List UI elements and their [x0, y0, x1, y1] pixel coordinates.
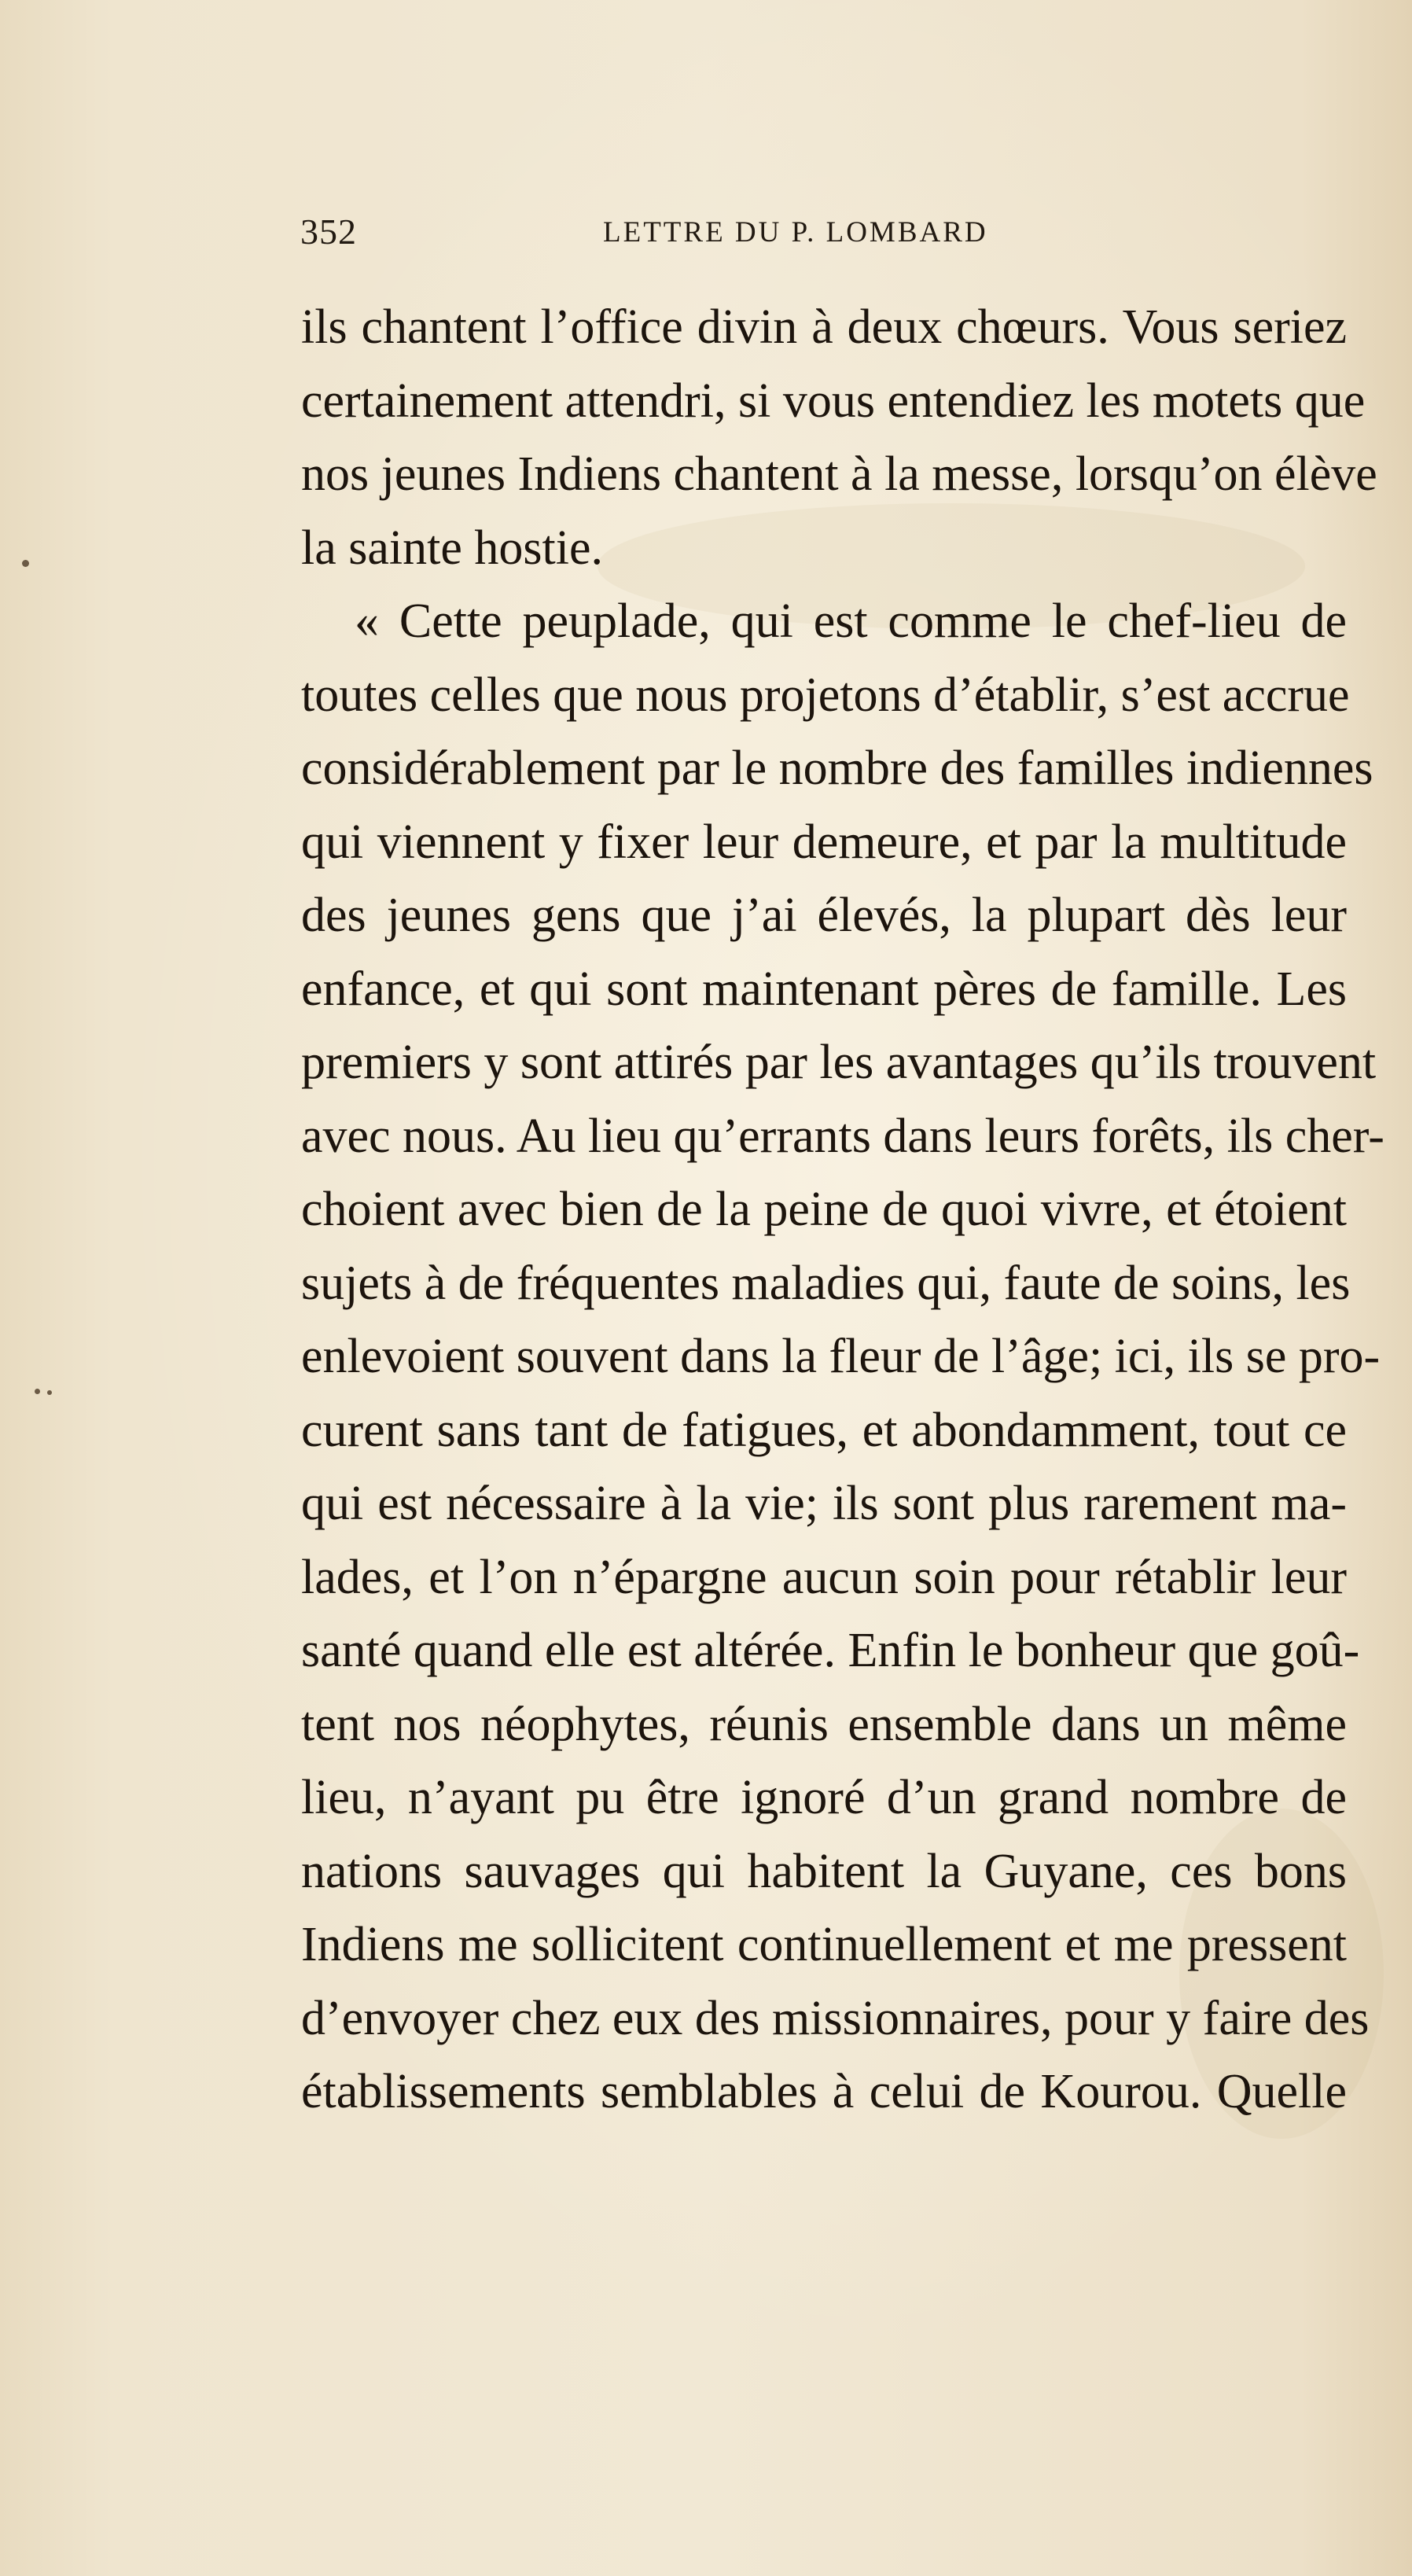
text-line: toutes celles que nous projetons d’établir, s’est accrue: [301, 668, 1350, 722]
text-line: nos jeunes Indiens chantent à la messe, lorsqu’on élève: [301, 447, 1377, 501]
text-line: d’envoyer chez eux des missionnaires, pour y faire des: [301, 1991, 1370, 2045]
text-line: curent sans tant de fatigues, et abondamment, tout ce: [301, 1403, 1347, 1457]
text-line: lades, et l’on n’épargne aucun soin pour rétablir leur: [301, 1550, 1347, 1604]
text-line: enlevoient souvent dans la fleur de l’âge; ici, ils se pro-: [301, 1330, 1381, 1383]
text-line: santé quand elle est altérée. Enfin le bonheur que goû-: [301, 1624, 1360, 1677]
text-line: qui est nécessaire à la vie; ils sont plus rarement ma-: [301, 1477, 1347, 1530]
page-number: 352: [300, 212, 357, 252]
text-line: choient avec bien de la peine de quoi vivre, et étoient: [301, 1183, 1347, 1236]
text-line: nations sauvages qui habitent la Guyane, ces bons: [301, 1844, 1347, 1898]
paper-speck: [35, 1389, 40, 1394]
text-line: certainement attendri, si vous entendiez les motets que: [301, 374, 1366, 428]
running-title: LETTRE DU P. LOMBARD: [603, 216, 988, 248]
text-line: établissements semblables à celui de Kourou. Quelle: [301, 2065, 1347, 2118]
text-line: qui viennent y fixer leur demeure, et par la multitude: [301, 815, 1347, 869]
text-line: « Cette peuplade, qui est comme le chef-lieu de: [355, 594, 1347, 648]
text-line: Indiens me sollicitent continuellement et me pressent: [301, 1918, 1347, 1971]
text-line: enfance, et qui sont maintenant pères de famille. Les: [301, 962, 1347, 1016]
text-line: la sainte hostie.: [301, 521, 603, 575]
text-line: lieu, n’ayant pu être ignoré d’un grand nombre de: [301, 1771, 1347, 1824]
running-head: [300, 211, 1087, 258]
text-line: premiers y sont attirés par les avantages qu’ils trouvent: [301, 1036, 1377, 1089]
text-line: sujets à de fréquentes maladies qui, faute de soins, les: [301, 1256, 1351, 1310]
paper-speck: [22, 560, 29, 567]
text-line: des jeunes gens que j’ai élevés, la plupart dès leur: [301, 889, 1347, 942]
text-line: considérablement par le nombre des familles indiennes: [301, 742, 1373, 795]
text-line: ils chantent l’office divin à deux chœurs. Vous seriez: [301, 300, 1347, 354]
text-line: tent nos néophytes, réunis ensemble dans un même: [301, 1697, 1347, 1751]
text-line: avec nous. Au lieu qu’errants dans leurs forêts, ils cher-: [301, 1109, 1384, 1163]
paper-speck: [47, 1390, 52, 1395]
body-text: [301, 291, 1384, 2129]
